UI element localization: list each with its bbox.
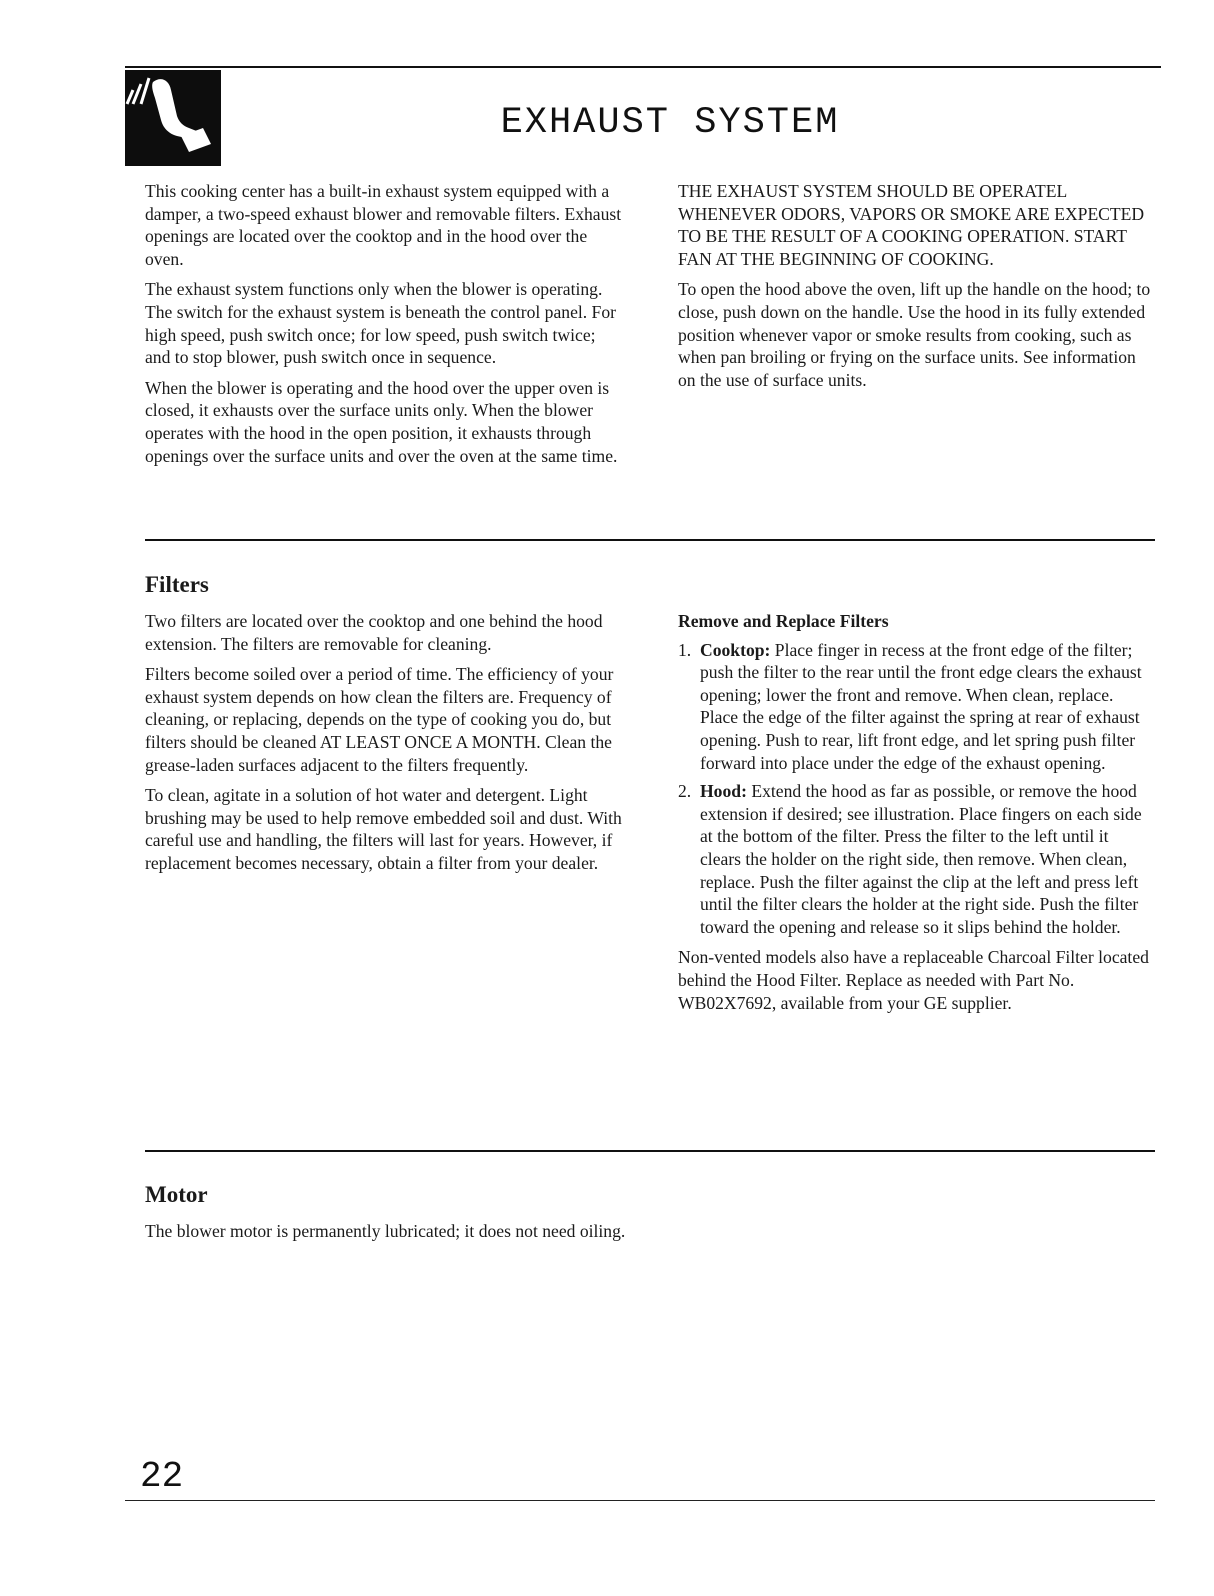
intro-left-column (145, 180, 623, 475)
filter-steps-list (678, 639, 1152, 939)
exhaust-hand-graphic (125, 70, 221, 166)
remove-replace-heading: Remove and Replace Filters (678, 611, 889, 631)
filters-right-column (678, 610, 1152, 1022)
step-text: Place finger in recess at the front edge of the filter; push the filter to the rear until the front edge clears the exhaust opening; lower the front and remove. When clean, replace. Place the edge of the filter against the spring at rear of exhaust opening. Push to rear, lift front edge, and let spring push filter forward into place under the edge of the exhaust opening. (700, 639, 1142, 773)
warning-paragraph: THE EXHAUST SYSTEM SHOULD BE OPERATEL WHENEVER ODORS, VAPORS OR SMOKE ARE EXPECTED TO BE THE RESULT OF A COOKING OPERATION. START FAN AT THE BEGINNING OF COOKING. (678, 181, 1145, 269)
motor-paragraph: The blower motor is permanently lubricated; it does not need oiling. (145, 1221, 626, 1241)
filters-heading: Filters (145, 572, 209, 597)
charcoal-filter-note: Non-vented models also have a replaceable Charcoal Filter located behind the Hood Filter. Replace as needed with Part No. WB02X7692, available from your GE supplier. (678, 947, 1149, 1013)
step-label: Cooktop: (700, 639, 771, 660)
motor-section (145, 1220, 1145, 1251)
header-rule (125, 66, 1161, 68)
section-divider (145, 1150, 1155, 1152)
footer-rule (125, 1500, 1155, 1501)
intro-paragraph: This cooking center has a built-in exhaust system equipped with a damper, a two-speed exhaust blower and removable filters. Exhaust openings are located over the cooktop and in the hood over the oven. (145, 181, 622, 269)
list-item (678, 639, 1152, 775)
page-title: EXHAUST SYSTEM (500, 102, 840, 144)
intro-paragraph: When the blower is operating and the hood over the upper oven is closed, it exhausts over the surface units only. When the blower operates with the hood in the open position, it exhausts through openings over the surface units and over the oven at the same time. (145, 377, 618, 466)
step-number: 2. (678, 781, 692, 802)
intro-paragraph: The exhaust system functions only when the blower is operating. The switch for the exhaust system is beneath the control panel. For high speed, push switch once; for low speed, push switch twice; and to stop blower, push switch once in sequence. (145, 279, 617, 368)
motor-heading: Motor (145, 1182, 208, 1207)
page-number: 22 (140, 1456, 184, 1497)
step-label: Hood: (700, 781, 747, 802)
exhaust-hand-icon (125, 70, 221, 166)
step-number: 1. (678, 639, 692, 660)
filters-left-column (145, 610, 623, 883)
filters-paragraph: To clean, agitate in a solution of hot water and detergent. Light brushing may be used to help remove embedded soil and dust. With careful use and handling, the filters will last for years. However, if replacement becomes necessary, obtain a filter from your dealer. (145, 785, 622, 873)
intro-right-column (678, 180, 1152, 399)
intro-paragraph: To open the hood above the oven, lift up the handle on the hood; to close, push down on the handle. Use the hood in its fully extended position whenever vapor or smoke results from cooking, such as when pan broiling or frying on the surface units. See information on the use of surface units. (678, 279, 1151, 390)
list-item (678, 780, 1152, 938)
filters-paragraph: Two filters are located over the cooktop and one behind the hood extension. The filters are removable for cleaning. (145, 611, 603, 654)
step-text: Extend the hood as far as possible, or remove the hood extension if desired; see illustration. Place fingers on each side at the bottom of the filter. Press the filter to the left until it clears the holder on the right side, then remove. When clean, replace. Push the filter against the clip at the left and press left until the filter clears the holder at the right side. Push the filter toward the opening and release so it slips behind the holder. (700, 781, 1142, 937)
filters-paragraph: Filters become soiled over a period of time. The efficiency of your exhaust system depends on how clean the filters are. Frequency of cleaning, or replacing, depends on the type of cooking you do, but filters should be cleaned AT LEAST ONCE A MONTH. Clean the grease-laden surfaces adjacent to the filters frequently. (145, 664, 614, 775)
section-divider (145, 539, 1155, 541)
